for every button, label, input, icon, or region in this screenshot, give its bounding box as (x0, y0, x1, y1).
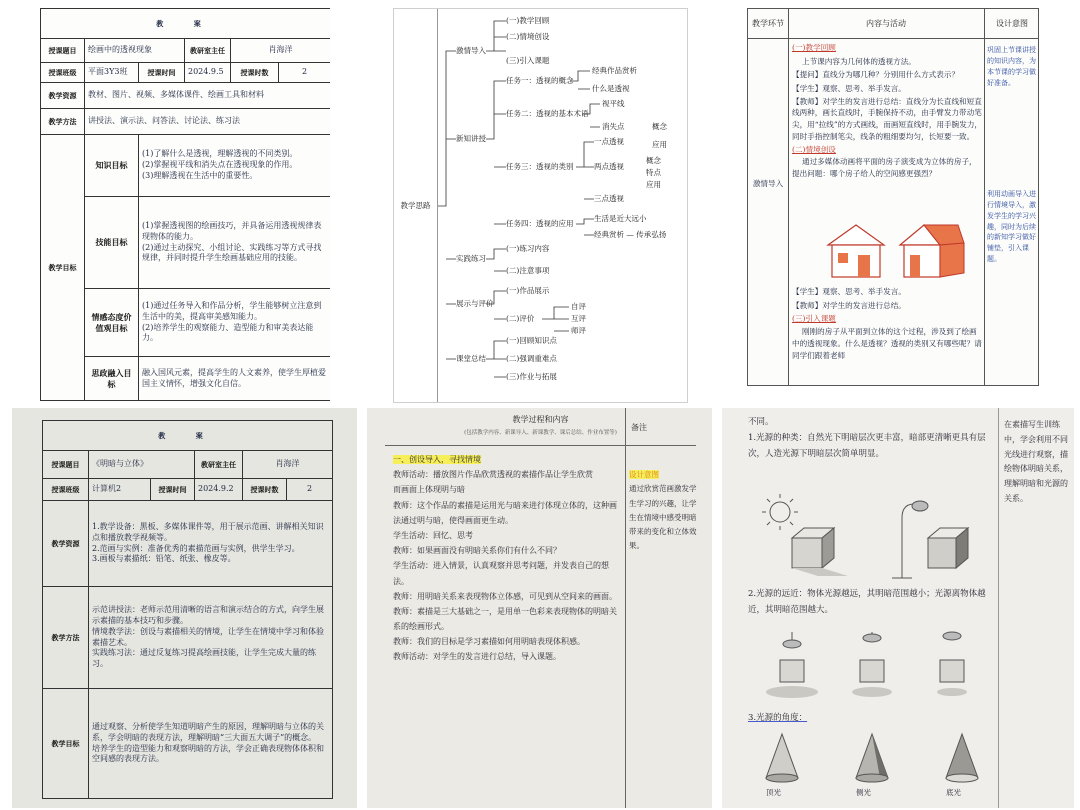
mindmap-section: 新知讲授 (456, 134, 486, 143)
mindmap-leaf: 视平线 (602, 99, 625, 108)
cone-label: 侧光 (856, 788, 871, 797)
mindmap-leaf: 应用 (646, 180, 661, 189)
flat-house (828, 225, 884, 277)
goals-label: 教学目标 (43, 689, 89, 799)
mindmap-leaf: 经典作品赏析 (592, 66, 637, 75)
cone-angle-sketch (752, 728, 992, 790)
process-line: 教师：如果画面没有明暗关系你们有什么不同？ (393, 546, 561, 556)
light-notes: 在素描写生训练中，学会利用不同光线进行观察，描绘物体明暗关系，理解明暗和光源的关系。 (1004, 420, 1068, 503)
resource-item: 2.范画与实例：准备优秀的素描范画与实例，供学生学习。 (92, 543, 300, 553)
mindmap-leaf: 什么是透视 (592, 84, 630, 93)
teacher-label: 教研室主任 (185, 39, 231, 63)
knowledge-item: (2)掌握视平线和消失点在透视现象的作用。 (142, 160, 298, 170)
hours-label: 授课时数 (231, 63, 279, 83)
hours-label: 授课时数 (243, 479, 287, 501)
intent-scenario: 利用动画导入进行情境导入，激发学生的学习兴趣，同时为后续的新知学习做好铺垫，引入课题。 (987, 190, 1036, 264)
mindmap-item: 任务三：透视的类别 (506, 162, 574, 171)
light-types-sketch (752, 488, 992, 584)
section-review: (一)教学回顾 (792, 43, 836, 52)
mindmap-section: 激情导入 (456, 46, 486, 55)
method-item: 示范讲授法：老师示范用清晰的语言和演示结合的方式，向学生展示素描的基本技巧和步骤。 (92, 605, 324, 625)
cone-label: 底光 (946, 788, 961, 797)
light-line: 1.光源的种类：自然光下明暗层次更丰富，暗部更清晰更具有层次，人造光源下明暗层次简单明显。 (748, 433, 986, 460)
mindmap-leaf: 应用 (652, 140, 667, 149)
mindmap-item: (二)情境创设 (506, 32, 550, 41)
mindmap-leaf: 生活是近大远小 (594, 214, 647, 223)
class-value: 平面3Y3班 (85, 63, 139, 83)
knowledge-item: (1)了解什么是透视，理解透视的不同类别。 (142, 149, 298, 159)
process-line: 教师活动：对学生的发言进行总结，导入课题。 (393, 652, 561, 662)
col-intent-header: 设计意图 (984, 9, 1039, 39)
review-line: 【教师】对学生的发言进行总结：直线分为长直线和短直线两种，画长直线时，手腕保持不动，由手臂发力带动笔尖，用“拉线”的方式画线，而画短直线时，用手腕发力，同时手指控制笔尖，线条的粗细要均匀，长短要一致。 (792, 96, 983, 141)
cone-side-light (856, 734, 888, 782)
teaching-mindmap (393, 8, 688, 403)
mindmap-leaf: 消失点 (602, 122, 625, 131)
mindmap-item: 任务四：透视的应用 (506, 219, 574, 228)
mindmap-section: 实践练习 (456, 254, 486, 263)
mindmap-leaf: 师评 (571, 326, 586, 335)
method-item: 实践练习法：通过反复练习提高绘画技能，让学生完成大量的练习。 (92, 648, 316, 669)
mindmap-item: (三)作业与拓展 (506, 372, 557, 381)
plan-title: 教 案 (41, 9, 331, 39)
process-line: 学生活动：进入情景，认真观察并思考问题，并发表自己的想法。 (393, 561, 609, 586)
mindmap-leaf: 互评 (571, 314, 586, 323)
mindmap-leaf: 经典赏析 — 传承弘扬 (594, 230, 667, 239)
resource-item: 1.教学设备：黑板、多媒体课件等，用于展示范画、讲解相关知识点和播放教学视频等。 (92, 521, 324, 542)
goal-item: 培养学生的造型能力和观察明暗的方法，学会正确表现物体体积和空间感的表现方法。 (92, 743, 324, 764)
mindmap-leaf: 概念 (652, 122, 667, 131)
col-stage-header: 教学环节 (748, 9, 788, 39)
time-value: 2024.9.2 (195, 479, 243, 501)
ideology-goal: 融入国风元素，提高学生的人文素养，使学生厚植爱国主义情怀，增强文化自信。 (139, 357, 331, 401)
class-label: 授课班级 (43, 479, 89, 501)
mindmap-section: 展示与评价 (456, 299, 494, 308)
process-line: 教师活动：播放图片作品欣赏透视的素描作品让学生欣赏 (393, 470, 593, 480)
methods-label: 教学方法 (41, 109, 85, 135)
knowledge-item: (3)理解透视在生活中的重要性。 (142, 170, 258, 180)
teaching-process-lined-sheet (367, 408, 712, 808)
cone-label: 顶光 (766, 788, 781, 797)
scenario-line: 通过多媒体动画将平面的房子演变成为立体的房子，提出问题：哪个房子给人的空间感更强烈？ (792, 157, 977, 179)
section-intro: (三)引入课题 (792, 314, 836, 324)
intro-line: 刚刚的房子从平面到立体的这个过程，涉及到了绘画中的透视现象。什么是透视？透视的类别又有哪些呢？请同学们跟着老师 (792, 326, 982, 361)
process-line: 学生活动：回忆、思考 (393, 530, 473, 540)
light-line: 2.光源的远近：物体光源越远，其明暗范围越小；光源离物体越近，其明暗范围越大。 (748, 589, 986, 616)
section-scenario: (二)情境创设 (792, 144, 836, 154)
resources-label: 教学资源 (41, 83, 85, 109)
mindmap-item: (一)练习内容 (506, 244, 550, 253)
mindmap-item: (一)回顾知识点 (506, 336, 557, 345)
process-line: 教师：素描是三大基础之一，是用单一色彩来表现物体的明暗关系的绘画形式。 (393, 606, 617, 632)
teaching-process-sheet (747, 8, 1039, 386)
teacher-value: 肖海洋 (243, 451, 333, 479)
mindmap-leaf: 特点 (646, 168, 661, 177)
hours-value: 2 (279, 63, 331, 83)
note-heading: 设计意图 (629, 470, 659, 479)
mindmap-item: (二)注意事项 (506, 266, 550, 275)
review-line: 【学生】观察、思考、举手发言。 (792, 83, 906, 93)
topic-value: 绘画中的透视现象 (85, 39, 185, 63)
lamp-far (937, 632, 967, 696)
knowledge-label: 知识目标 (85, 135, 139, 197)
methods-value: 讲授法、演示法、问答法、讨论法、练习法 (85, 109, 331, 135)
mindmap-section: 课堂总结 (456, 354, 486, 363)
process-subheader: (包括教学内容、新课导入、新课教学、课后总结、作业布置等) (464, 430, 617, 436)
mindmap-item: 任务二：透视的基本术语 (506, 109, 589, 118)
light-line: 3.光源的角度： (748, 713, 808, 723)
intent-review: 巩固上节课讲授的知识内容，为本节课的学习做好准备。 (987, 46, 1036, 87)
skill-item: (1)掌握透视图的绘画技巧，并具备运用透视规律表现物体的能力。 (142, 220, 322, 241)
lamp-mid (852, 632, 892, 697)
process-line: 而画面上体现明与暗 (393, 485, 465, 495)
intro-heading: 一、创设导入，寻找情境 (393, 455, 481, 464)
goals-value (89, 689, 333, 799)
class-value: 计算机2 (89, 479, 151, 501)
teacher-label: 教研室主任 (195, 451, 243, 479)
lesson-plan-table-2 (42, 420, 333, 799)
time-label: 授课时间 (139, 63, 185, 83)
mindmap-item: (一)作品展示 (506, 286, 550, 295)
mindmap-leaf: 自评 (571, 302, 586, 311)
attitude-item: (2)培养学生的观察能力、造型能力和审美表达能力。 (142, 322, 314, 343)
resources-value (89, 501, 333, 587)
review-line: 【提问】直线分为哪几种？分别用什么方式表示？ (792, 70, 960, 80)
process-header: 教学过程和内容 (512, 415, 569, 424)
knowledge-goals (139, 135, 331, 197)
cone-bottom-light (946, 734, 978, 782)
teacher-value: 肖海洋 (231, 39, 331, 63)
topic-value: 《明暗与立体》 (89, 451, 195, 479)
goals-label: 教学目标 (41, 135, 85, 401)
goal-item: 通过观察、分析使学生知道明暗产生的原因，理解明暗与立体的关系，学会明暗的表现方法，理解明暗“三大面五大调子”的概念。 (92, 721, 324, 742)
resource-item: 3.画板与素描纸：铅笔、纸张、橡皮等。 (92, 554, 236, 564)
method-item: 情境教学法：创设与素描相关的情境，让学生在情境中学习和体验素描艺术。 (92, 626, 324, 647)
plan-title: 教 案 (43, 421, 333, 451)
lamp-icon (892, 501, 928, 578)
mindmap-leaf: 两点透视 (594, 162, 624, 171)
class-label: 授课班级 (41, 63, 85, 83)
cube-artificial (928, 528, 968, 568)
house-illustration (818, 221, 968, 281)
mindmap-item: (一)教学回顾 (506, 16, 550, 25)
mindmap-leaf: 三点透视 (594, 194, 624, 203)
mindmap-leaf: 一点透视 (594, 137, 624, 146)
mindmap-item: (二)强调重难点 (506, 354, 557, 363)
hours-value: 2 (287, 479, 333, 501)
sun-icon (762, 494, 798, 530)
attitude-item: (1)通过任务导入和作品分析，学生能够树立注意到生活中的美，提高审美感知能力。 (142, 300, 322, 321)
mindmap-item: (二)评价 (506, 314, 535, 323)
stage-label: 激情导入 (752, 179, 784, 188)
skill-item: (2)通过主动探究、小组讨论、实践练习等方式寻找规律，并同时提升学生绘画基础应用的技能。 (142, 242, 322, 263)
skill-label: 技能目标 (85, 197, 139, 289)
ideology-label: 思政融入目标 (85, 357, 139, 401)
mindmap-item: 任务一：透视的概念 (506, 76, 574, 85)
resources-label: 教学资源 (43, 501, 89, 587)
methods-label: 教学方法 (43, 587, 89, 689)
note-text: 通过欣赏范画激发学生学习的兴趣，让学生在情境中感受明暗带来的变化和立体效果。 (629, 484, 697, 551)
scenario-line: 【学生】观察、思考、举手发言。 (792, 287, 906, 296)
cube-natural (792, 528, 848, 576)
topic-label: 授课题目 (41, 39, 85, 63)
lesson-plan-sheet-2 (12, 408, 357, 808)
resources-value: 教材、图片、视频、多媒体课件、绘画工具和材料 (85, 83, 331, 109)
mindmap-item: (三)引入课题 (506, 56, 550, 65)
process-line: 教师：用明暗关系来表现物体立体感，可见到从空间来的画面。 (393, 591, 617, 601)
time-label: 授课时间 (151, 479, 195, 501)
notes-header: 备注 (631, 423, 647, 432)
skill-goals (139, 197, 331, 289)
mindmap-leaf: 概念 (646, 156, 661, 165)
lamp-near (766, 632, 818, 698)
col-content-header: 内容与活动 (788, 9, 984, 39)
attitude-label: 情感态度价值观目标 (85, 289, 139, 357)
review-line: 上节课内容为几何体的透视方法。 (802, 56, 916, 66)
lesson-plan-sheet-1 (40, 8, 330, 403)
topic-label: 授课题目 (43, 451, 89, 479)
process-line: 教师：这个作品的素描是运用光与暗来进行体现立体的，这种画法通过明与暗，使得画面更生动。 (393, 500, 617, 525)
time-value: 2024.9.5 (185, 63, 231, 83)
cone-top-light (766, 734, 798, 782)
attitude-goals (139, 289, 331, 357)
mindmap-root: 教学思路 (400, 200, 431, 210)
methods-value (89, 587, 333, 689)
light-line: 不同。 (748, 417, 774, 427)
scenario-line: 【教师】对学生的发言进行总结。 (792, 300, 906, 310)
process-line: 教师：我们的目标是学习素描如何用明暗表现体积感。 (393, 637, 585, 647)
light-distance-sketch (752, 630, 992, 710)
lesson-plan-table-1 (40, 8, 330, 401)
light-source-sheet (722, 408, 1074, 808)
3d-house (900, 225, 964, 277)
